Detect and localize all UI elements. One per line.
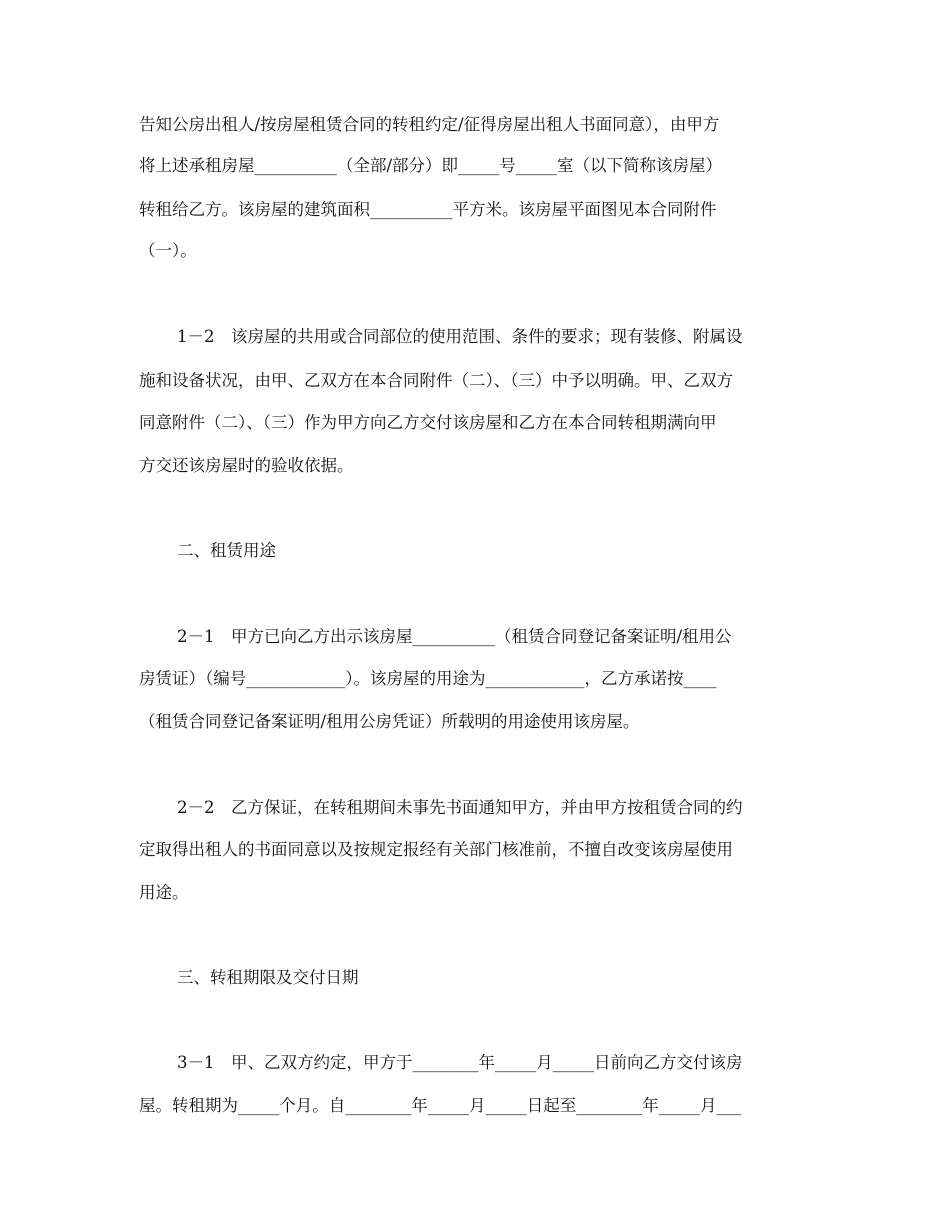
text-line: （租赁合同登记备案证明/租用公房凭证）所载明的用途使用该房屋。	[139, 712, 640, 731]
section-heading-rental-use: 二、租赁用途	[177, 541, 276, 560]
text-line: 屋。转租期为_____个月。自________年_____月_____日起至________年_____月___	[139, 1096, 742, 1115]
text-line: 转租给乙方。该房屋的建筑面积__________平方米。该房屋平面图见本合同附件	[139, 200, 717, 219]
text-line: （一）。	[139, 241, 197, 260]
text-line: 方交还该房屋时的验收依据。	[139, 456, 354, 475]
text-line: 定取得出租人的书面同意以及按规定报经有关部门核准前，不擅自改变该房屋使用	[139, 840, 733, 859]
clause-2-2-first-line: 2－2 乙方保证，在转租期间未事先书面通知甲方，并由甲方按租赁合同的约	[177, 798, 743, 817]
clause-2-1-first-line: 2－1 甲方已向乙方出示该房屋__________（租赁合同登记备案证明/租用公	[177, 627, 732, 646]
section-heading-term-and-delivery: 三、转租期限及交付日期	[177, 968, 359, 987]
text-line: 将上述承租房屋__________（全部/部分）即_____号_____室（以下简称该房屋）	[139, 156, 723, 175]
text-line: 施和设备状况，由甲、乙双方在本合同附件（二）、（三）中予以明确。甲、乙双方	[139, 371, 733, 390]
text-line: 房赁证）（编号____________）。该房屋的用途为____________，乙方承诺按____	[139, 669, 717, 688]
text-line: 用途。	[139, 883, 189, 902]
text-line: 告知公房出租人/按房屋租赁合同的转租约定/征得房屋出租人书面同意），由甲方	[139, 115, 720, 134]
clause-3-1-first-line: 3－1 甲、乙双方约定，甲方于________年_____月_____日前向乙方交付该房	[177, 1053, 743, 1072]
clause-1-2-first-line: 1－2 该房屋的共用或合同部位的使用范围、条件的要求；现有装修、附属设	[177, 327, 743, 346]
text-line: 同意附件（二）、（三）作为甲方向乙方交付该房屋和乙方在本合同转租期满向甲	[139, 413, 717, 432]
